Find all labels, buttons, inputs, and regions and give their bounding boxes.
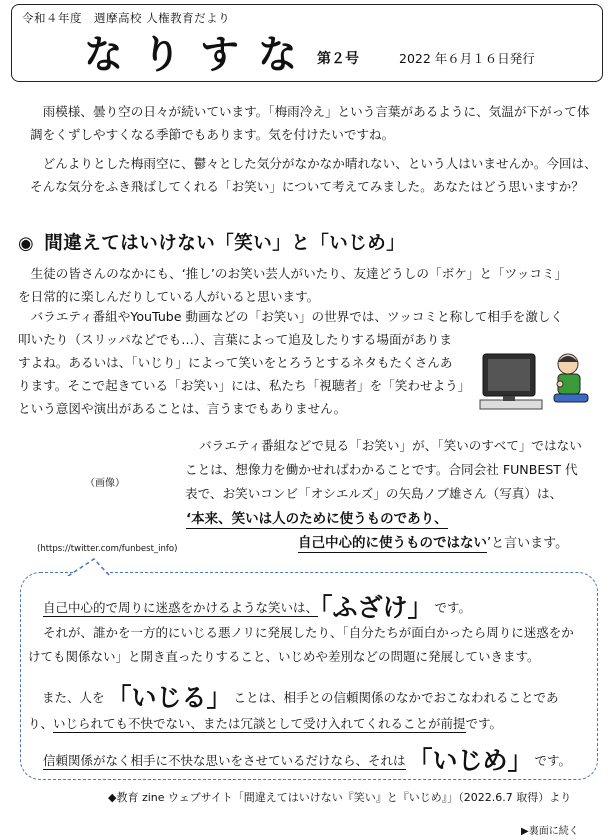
comedian-line: ことは、想像力を働かせればわかることです。合同会社 FUNBEST 代 [185, 462, 578, 477]
bubble-text: です。 [534, 753, 572, 768]
bubble-text: です。 [434, 600, 472, 615]
comedian-line: 表で、お笑いコンビ「オシエルズ」の矢島ノブ雄さん（写真）は、 [185, 486, 563, 501]
bubble-text: 信頼関係がなく相手に不快な思いをさせているだけなら、それは [43, 753, 406, 768]
bubble-text: いじられても不快でない、または冗談として受け入れてくれることが前提 [53, 716, 466, 731]
heading-bullet-icon: ◉ [18, 233, 35, 254]
body-line: 生徒の皆さんのなかにも、‘推し’のお笑い芸人がいたり、友達どうしの「ボケ」と「ツッコミ」 [18, 266, 568, 281]
body-line: すよね。あるいは、「いじり」によって笑いをとろうとするネタもたくさんあ [18, 355, 453, 370]
bubble-line [43, 588, 471, 624]
body-line: バラエティ番組やYouTube 動画などの「お笑い」の世界では、ツッコミと称して相手を激しく [18, 309, 563, 324]
bubble-line [43, 741, 571, 777]
intro-line: 雨模様、曇り空の日々が続いています。「梅雨冷え」という言葉があるように、気温が下がって体 [30, 104, 590, 119]
keyword-fuzake: 「ふざけ」 [320, 593, 433, 622]
quote-text: 自己中心的に使うものではない [298, 535, 487, 551]
quote-line-2 [298, 531, 568, 551]
newsletter-title: なりすな [84, 33, 317, 78]
bubble-line [28, 714, 502, 732]
issue-number: 第２号 [317, 51, 359, 67]
body-line: を日常的に楽しんだりしている人がいると思います。 [18, 289, 320, 304]
newsletter-series-label: 令和４年度 週摩高校 人権教育だより [22, 11, 231, 25]
quote-after: ’と言います。 [487, 536, 569, 551]
bubble-text: ことは、相手との信頼関係のなかでおこなわれることであ [233, 690, 559, 705]
publication-date: 2022 年６月１６日発行 [399, 51, 535, 66]
intro-line: 調をくずしやすくなる季節でもあります。気を付けたいですね。 [30, 127, 395, 142]
bubble-text: り、 [28, 716, 54, 731]
intro-line: どんよりとした梅雨空に、鬱々とした気分がなかなか晴れない、という人はいませんか。今回は、 [30, 156, 597, 171]
photo-source-url: (https://twitter.com/funbest_info) [37, 544, 178, 554]
body-line: 叩いたり（スリッパなどでも…）、言葉によって追及したりする場面がありま [18, 332, 452, 347]
bubble-line [42, 678, 559, 714]
bubble-text: また、人を [42, 690, 105, 705]
intro-line: そんな気分をふき飛ばしてくれる「お笑い」について考えてみました。あなたはどう思いますか？ [30, 179, 584, 194]
continued-on-back: ▶裏面に続く [521, 826, 579, 837]
body-line: という意図や演出があることは、言うまでもありません。 [18, 401, 347, 416]
speech-bubble-tail [64, 558, 124, 576]
watching-tv-illustration [478, 350, 596, 412]
section-heading [18, 229, 405, 255]
section-heading-text: 間違えてはいけない「笑い」と「いじめ」 [44, 233, 406, 254]
bubble-line: けても関係ない」と開き直ったりすること、いじめや差別などの問題に発展していきます。 [28, 649, 540, 664]
bubble-text: 自己中心的で周りに迷惑をかけるような笑いは、 [43, 600, 319, 615]
quote-line: ‘本来、笑いは人のために使うものであり、 [186, 507, 448, 529]
bubble-text: です。 [465, 716, 503, 731]
keyword-ijiru: 「いじる」 [106, 683, 232, 712]
source-citation: ◆教育 zine ウェブサイト「間違えてはいけない『笑い』と『いじめ』」（2022.6.7 取得）より [108, 791, 572, 804]
bubble-line: それが、誰かを一方的にいじる悪ノリに発展したり、「自分たちが面白かったら周りに迷惑をか [43, 625, 574, 640]
body-line: ります。そこで起きている「お笑い」には、私たち「視聴者」を「笑わせよう」 [18, 378, 471, 393]
keyword-ijime: 「いじめ」 [407, 746, 533, 775]
photo-placeholder: （画像） [85, 478, 125, 489]
comedian-line: バラエティ番組などで見る「お笑い」が、「笑いのすべて」ではない [199, 438, 582, 453]
